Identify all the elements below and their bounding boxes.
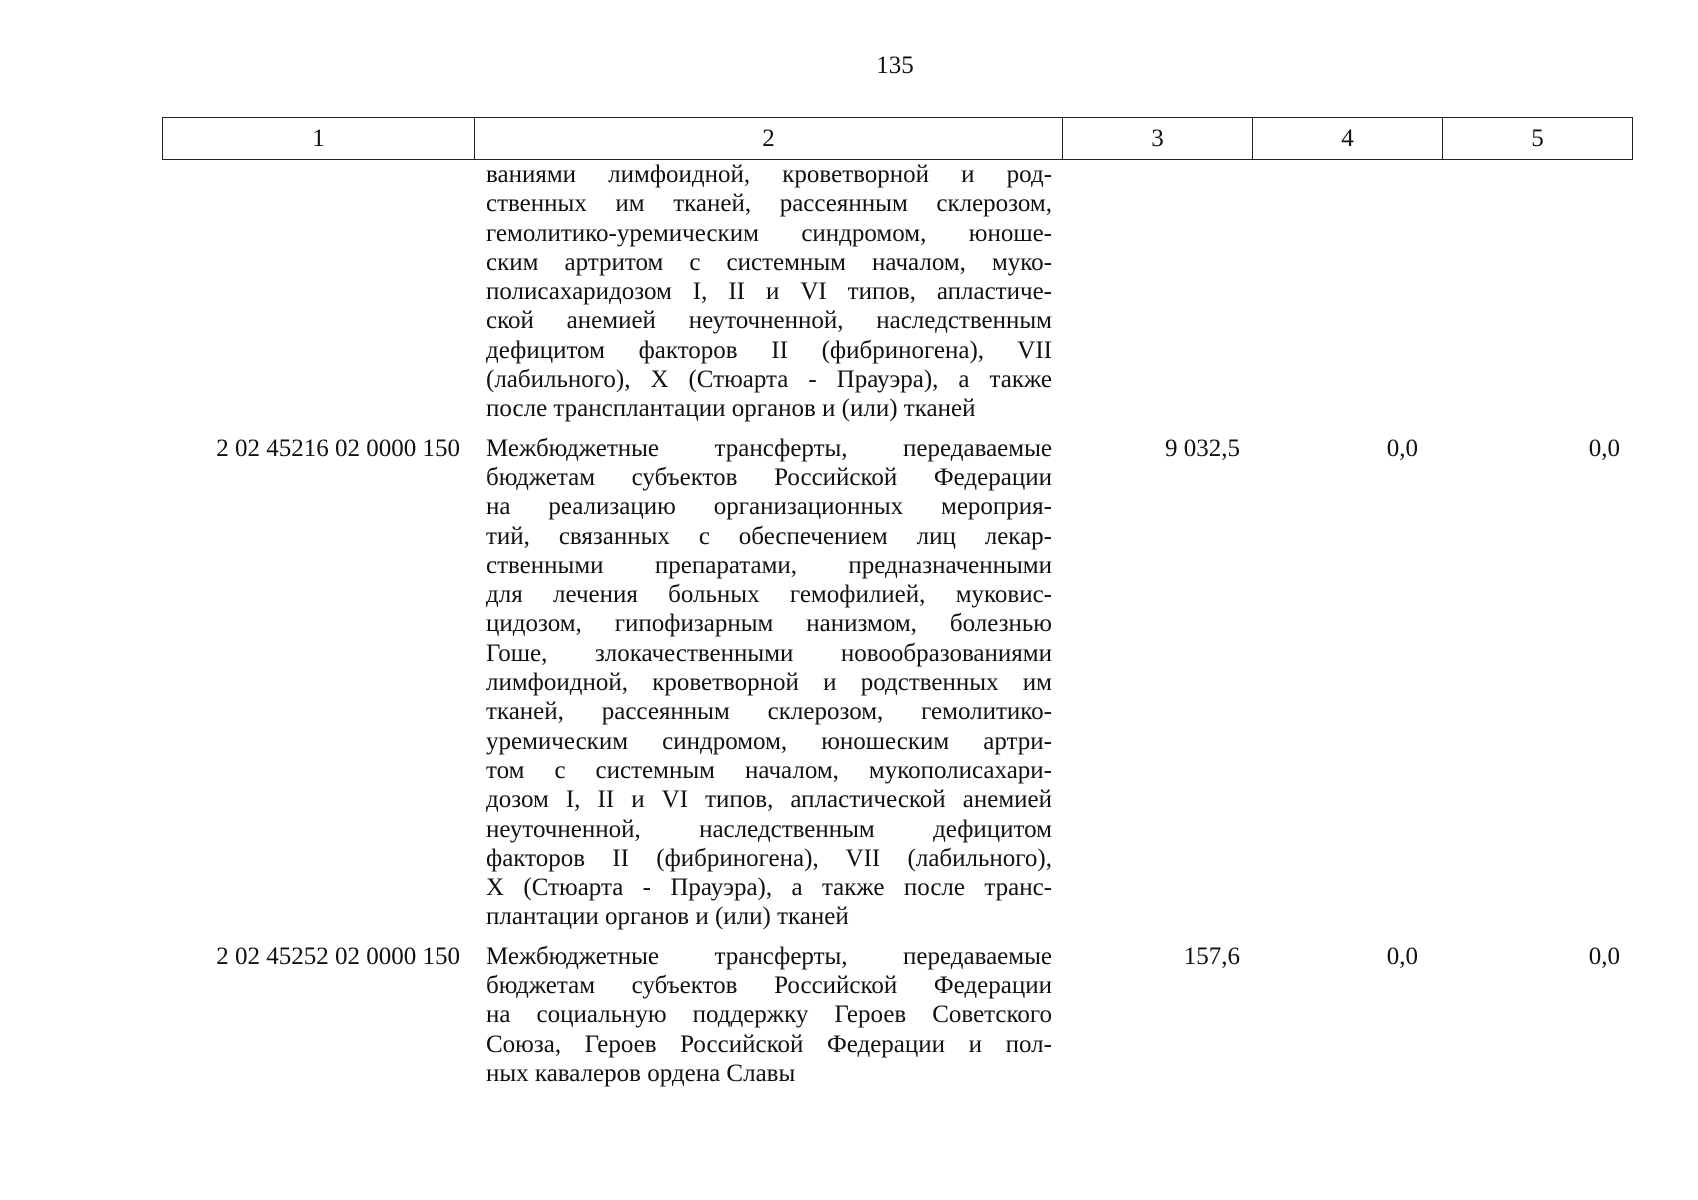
description-line: на социальную поддержку Героев Советского [486,1001,1052,1029]
table-row [162,942,1634,1088]
amount-col-5: 0,0 [1588,434,1620,462]
description-line: X (Стюарта - Прауэра), а также после транс- [486,874,1052,902]
table-row [162,160,1634,424]
column-header-2: 2 [475,118,1063,160]
budget-code [162,160,474,424]
amount-col-3: 9 032,5 [1165,434,1240,462]
table-body [162,160,1634,1098]
description-line: ским артритом с системным началом, муко- [486,248,1052,276]
description [474,434,1062,932]
description-line: Межбюджетные трансферты, передаваемые [486,434,1052,462]
budget-code: 2 02 45252 02 0000 150 [216,942,460,970]
description-line: ваниями лимфоидной, кроветворной и род- [486,161,1052,188]
column-header-1: 1 [163,118,475,160]
column-header-table [162,117,1633,160]
column-header-3: 3 [1063,118,1253,160]
budget-code: 2 02 45216 02 0000 150 [216,434,460,462]
description-line: лимфоидной, кроветворной и родственных им [486,669,1052,697]
amount-col-5: 0,0 [1588,942,1620,970]
description-line: Гоше, злокачественными новообразованиями [486,639,1052,667]
description-line: ственными препаратами, предназначенными [486,551,1052,579]
amount-col-3: 157,6 [1183,942,1240,970]
description-line: Союза, Героев Российской Федерации и пол- [486,1030,1052,1058]
description-line: после трансплантации органов и (или) тканей [486,395,976,423]
description-line: плантации органов и (или) тканей [486,903,849,931]
description-line: Межбюджетные трансферты, передаваемые [486,942,1052,970]
description-line: неуточненной, наследственным дефицитом [486,815,1052,843]
description-line: на реализацию организационных мероприя- [486,493,1052,521]
description-line: дефицитом факторов II (фибриногена), VII [486,336,1052,364]
column-header-row [163,118,1633,160]
amount-col-5 [1442,160,1632,424]
description-line: гемолитико-уремическим синдромом, юноше- [486,219,1052,247]
description-line: том с системным началом, мукополисахари- [486,756,1052,784]
description-line: бюджетам субъектов Российской Федерации [486,972,1052,1000]
amount-col-4 [1252,160,1442,424]
amount-col-3 [1062,160,1252,424]
description [474,160,1062,424]
amount-col-4: 0,0 [1386,942,1418,970]
description-line: ных кавалеров ордена Славы [486,1059,796,1087]
column-header-5: 5 [1443,118,1633,160]
description-line: полисахаридозом I, II и VI типов, апластиче- [486,278,1052,306]
description [474,942,1062,1088]
description-line: тий, связанных с обеспечением лиц лекар- [486,522,1052,550]
description-line: ской анемией неуточненной, наследственным [486,307,1052,335]
description-line: уремическим синдромом, юношеским артри- [486,727,1052,755]
page-number: 135 [876,52,914,79]
amount-col-4: 0,0 [1386,434,1418,462]
description-line: тканей, рассеянным склерозом, гемолитико- [486,698,1052,726]
description-line: (лабильного), X (Стюарта - Прауэра), а также [486,366,1052,394]
description-line: цидозом, гипофизарным нанизмом, болезнью [486,610,1052,638]
description-line: для лечения больных гемофилией, муковис- [486,581,1052,609]
description-line: дозом I, II и VI типов, апластической анемией [486,786,1052,814]
column-header-4: 4 [1253,118,1443,160]
description-line: бюджетам субъектов Российской Федерации [486,463,1052,491]
table-row [162,434,1634,932]
description-line: факторов II (фибриногена), VII (лабильного), [486,844,1052,872]
description-line: ственных им тканей, рассеянным склерозом, [486,190,1052,218]
